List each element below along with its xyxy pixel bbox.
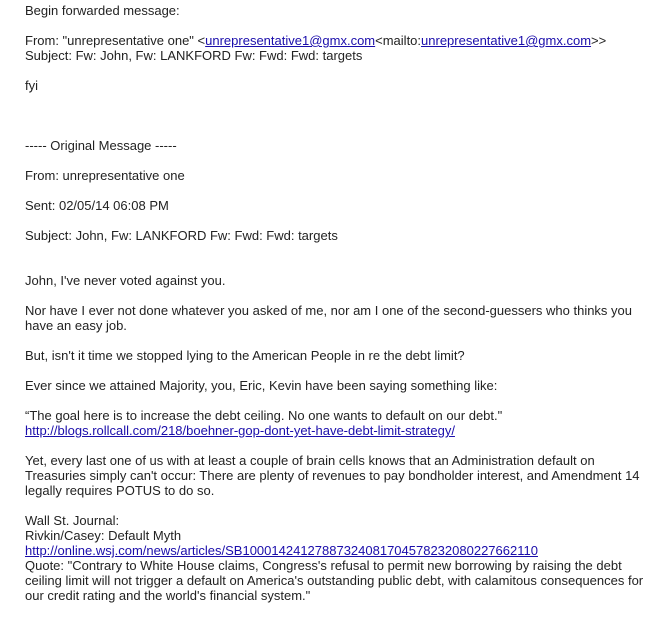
from-line (25, 33, 655, 48)
fyi-text: fyi (25, 78, 38, 93)
debt-ceiling-quote: “The goal here is to increase the debt ceiling. No one wants to default on our debt." (25, 408, 503, 423)
original-sent: Sent: 02/05/14 06:08 PM (25, 198, 169, 213)
wsj-quote: Quote: "Contrary to White House claims, Congress's refusal to permit new borrowing by raising the debt ceiling limit will not trigger a default on America's outstanding public debt, with calamitous consequences for our credit rating and the world's financial system." (25, 558, 644, 603)
forward-header: Begin forwarded message: (25, 3, 180, 18)
wsj-title: Rivkin/Casey: Default Myth (25, 528, 182, 543)
original-message-divider: ----- Original Message ----- (25, 138, 177, 153)
from-suffix: >> (591, 33, 607, 48)
mailto-email-link[interactable]: unrepresentative1@gmx.com (421, 33, 592, 48)
body-paragraph-1: John, I've never voted against you. (25, 273, 226, 288)
body-paragraph-4: Ever since we attained Majority, you, Eric, Kevin have been saying something like: (25, 378, 498, 393)
body-paragraph-2: Nor have I ever not done whatever you asked of me, nor am I one of the second-guessers who thinks you have an easy job. (25, 303, 633, 333)
from-email-link[interactable]: unrepresentative1@gmx.com (205, 33, 376, 48)
rollcall-link[interactable]: http://blogs.rollcall.com/218/boehner-gop-dont-yet-have-debt-limit-strategy/ (25, 423, 455, 438)
wsj-link[interactable]: http://online.wsj.com/news/articles/SB10001424127887324081704578232080227662110 (25, 543, 538, 558)
original-subject: Subject: John, Fw: LANKFORD Fw: Fwd: Fwd: targets (25, 228, 338, 243)
original-from: From: unrepresentative one (25, 168, 185, 183)
mailto-prefix: <mailto: (375, 33, 422, 48)
body-paragraph-3: But, isn't it time we stopped lying to the American People in re the debt limit? (25, 348, 465, 363)
wsj-source: Wall St. Journal: (25, 513, 120, 528)
body-paragraph-5: Yet, every last one of us with at least a couple of brain cells knows that an Administration default on Treasuries simply can't occur: There are plenty of revenues to pay bondholder interest, and Amendment 14 legally requires POTUS to do so. (25, 453, 640, 498)
subject-line: Subject: Fw: John, Fw: LANKFORD Fw: Fwd: Fwd: targets (25, 48, 363, 63)
from-label: From: "unrepresentative one" < (25, 33, 206, 48)
